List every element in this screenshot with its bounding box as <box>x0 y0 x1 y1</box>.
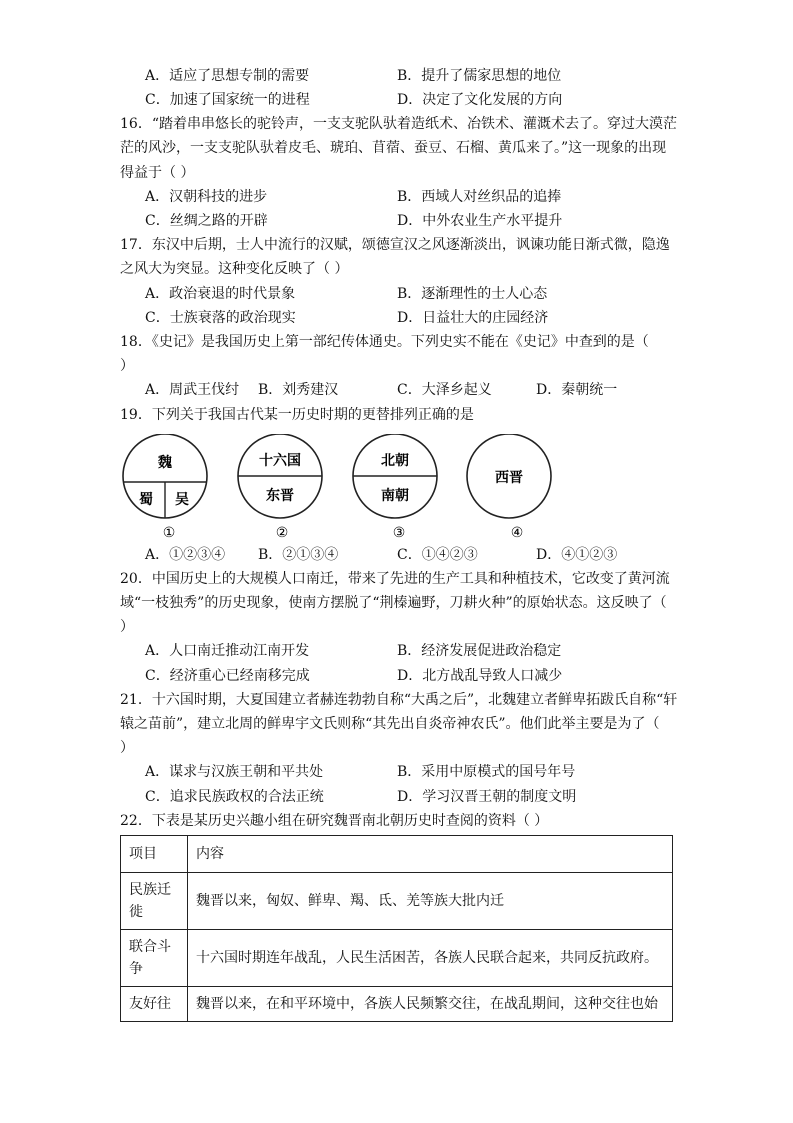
q20-option-a[interactable]: A．人口南迁推动江南开发 <box>145 643 310 659</box>
q15-option-b[interactable]: B．提升了儒家思想的地位 <box>397 68 562 84</box>
q17-stem-line1: 17．东汉中后期，士人中流行的汉赋，颂德宣汉之风逐渐淡出，讽谏功能日渐式微，隐逸 <box>120 237 670 253</box>
q16-stem-line3: 得益于（ ） <box>120 165 195 181</box>
q19-stem-line1: 19．下列关于我国古代某一历史时期的更替排列正确的是 <box>120 407 474 423</box>
q21-stem-line3: ） <box>120 740 134 756</box>
q18-option-b[interactable]: B．刘秀建汉 <box>258 382 339 398</box>
q18-option-d[interactable]: D．秦朝统一 <box>536 382 618 398</box>
q20-stem-line2: 域“一枝独秀”的历史现象，使南方摆脱了“荆榛遍野，刀耕火种”的原始状态。这反映了（ <box>120 595 667 611</box>
circle-4-center-label: 西晋 <box>495 470 523 486</box>
q21-option-c[interactable]: C．追求民族政权的合法正统 <box>145 789 324 805</box>
table-row-item: 联合斗争 <box>121 930 188 987</box>
q16-option-d[interactable]: D．中外农业生产水平提升 <box>397 213 563 229</box>
table-row-item: 友好往 <box>121 987 188 1022</box>
q20-stem-line1: 20．中国历史上的大规模人口南迁，带来了先进的生产工具和种植技术，它改变了黄河流 <box>120 571 670 587</box>
circle-1-number: ① <box>162 525 176 541</box>
circle-1-right-label: 吴 <box>175 492 189 508</box>
q19-option-d[interactable]: D．④①②③ <box>536 547 618 563</box>
q16-option-c[interactable]: C．丝绸之路的开辟 <box>145 213 268 229</box>
circle-3-number: ③ <box>392 525 406 541</box>
q21-option-b[interactable]: B．采用中原模式的国号年号 <box>397 764 576 780</box>
q16-option-b[interactable]: B．西域人对丝织品的追捧 <box>397 189 562 205</box>
circle-3-top-label: 北朝 <box>381 453 409 469</box>
q18-option-a[interactable]: A．周武王伐纣 <box>145 382 240 398</box>
circle-2-top-label: 十六国 <box>259 453 301 469</box>
q20-stem-line3: ） <box>120 619 134 635</box>
circle-2-bottom-label: 东晋 <box>266 488 294 504</box>
q17-option-a[interactable]: A．政治衰退的时代景象 <box>145 286 296 302</box>
q21-stem-line1: 21．十六国时期，大夏国建立者赫连勃勃自称“大禹之后”，北魏建立者鲜卑拓跋氏自称“轩 <box>120 692 678 708</box>
table-header-item: 项目 <box>121 836 188 873</box>
table-row-content: 魏晋以来，匈奴、鲜卑、羯、氐、羌等族大批内迁 <box>188 873 673 930</box>
table-row-content: 十六国时期连年战乱，人民生活困苦，各族人民联合起来，共同反抗政府。 <box>188 930 673 987</box>
q19-era-diagram <box>118 434 578 544</box>
q22-data-table <box>120 835 673 1022</box>
q18-option-c[interactable]: C．大泽乡起义 <box>397 382 492 398</box>
circle-2-number: ② <box>275 525 289 541</box>
q15-option-a[interactable]: A．适应了思想专制的需要 <box>145 68 310 84</box>
q19-option-b[interactable]: B．②①③④ <box>258 547 339 563</box>
q17-option-b[interactable]: B．逐渐理性的士人心态 <box>397 286 548 302</box>
q15-option-d[interactable]: D．决定了文化发展的方向 <box>397 92 563 108</box>
q17-stem-line2: 之风大为突显。这种变化反映了（ ） <box>120 261 349 277</box>
q21-stem-line2: 辕之苗前”，建立北周的鲜卑宇文氏则称“其先出自炎帝神农氏”。他们此举主要是为了（ <box>120 716 660 732</box>
q20-option-d[interactable]: D．北方战乱导致人口减少 <box>397 668 563 684</box>
circle-3-bottom-label: 南朝 <box>381 488 409 504</box>
circle-1-left-label: 蜀 <box>139 492 153 508</box>
q21-option-a[interactable]: A．谋求与汉族王朝和平共处 <box>145 764 324 780</box>
q18-stem-line1: 18．《史记》是我国历史上第一部纪传体通史。下列史实不能在《史记》中查到的是（ <box>120 334 649 350</box>
q16-option-a[interactable]: A．汉朝科技的进步 <box>145 189 268 205</box>
table-row <box>121 930 673 987</box>
table-header-content: 内容 <box>188 836 673 873</box>
q19-option-c[interactable]: C．①④②③ <box>397 547 478 563</box>
q19-option-a[interactable]: A．①②③④ <box>145 547 226 563</box>
q17-option-d[interactable]: D．日益壮大的庄园经济 <box>397 310 549 326</box>
q21-option-d[interactable]: D．学习汉晋王朝的制度文明 <box>397 789 577 805</box>
circle-4-number: ④ <box>510 525 524 541</box>
q22-stem-line1: 22．下表是某历史兴趣小组在研究魏晋南北朝历史时查阅的资料（ ） <box>120 813 549 829</box>
table-row-content: 魏晋以来，在和平环境中，各族人民频繁交往，在战乱期间，这种交往也始 <box>188 987 673 1022</box>
table-row <box>121 987 673 1022</box>
table-header-row <box>121 836 673 873</box>
table-row <box>121 873 673 930</box>
q20-option-b[interactable]: B．经济发展促进政治稳定 <box>397 643 562 659</box>
q17-option-c[interactable]: C．士族衰落的政治现实 <box>145 310 296 326</box>
circle-1-top-label: 魏 <box>158 455 172 471</box>
q15-option-c[interactable]: C．加速了国家统一的进程 <box>145 92 310 108</box>
table-row-item: 民族迁徙 <box>121 873 188 930</box>
q18-stem-line2: ） <box>120 358 134 374</box>
q20-option-c[interactable]: C．经济重心已经南移完成 <box>145 668 310 684</box>
q16-stem-line1: 16．“踏着串串悠长的驼铃声，一支支驼队驮着造纸术、冶铁术、灌溉术去了。穿过大漠茫 <box>120 116 677 132</box>
q16-stem-line2: 茫的风沙，一支支驼队驮着皮毛、琥珀、苜蓿、蚕豆、石榴、黄瓜来了。”这一现象的出现 <box>120 140 667 156</box>
